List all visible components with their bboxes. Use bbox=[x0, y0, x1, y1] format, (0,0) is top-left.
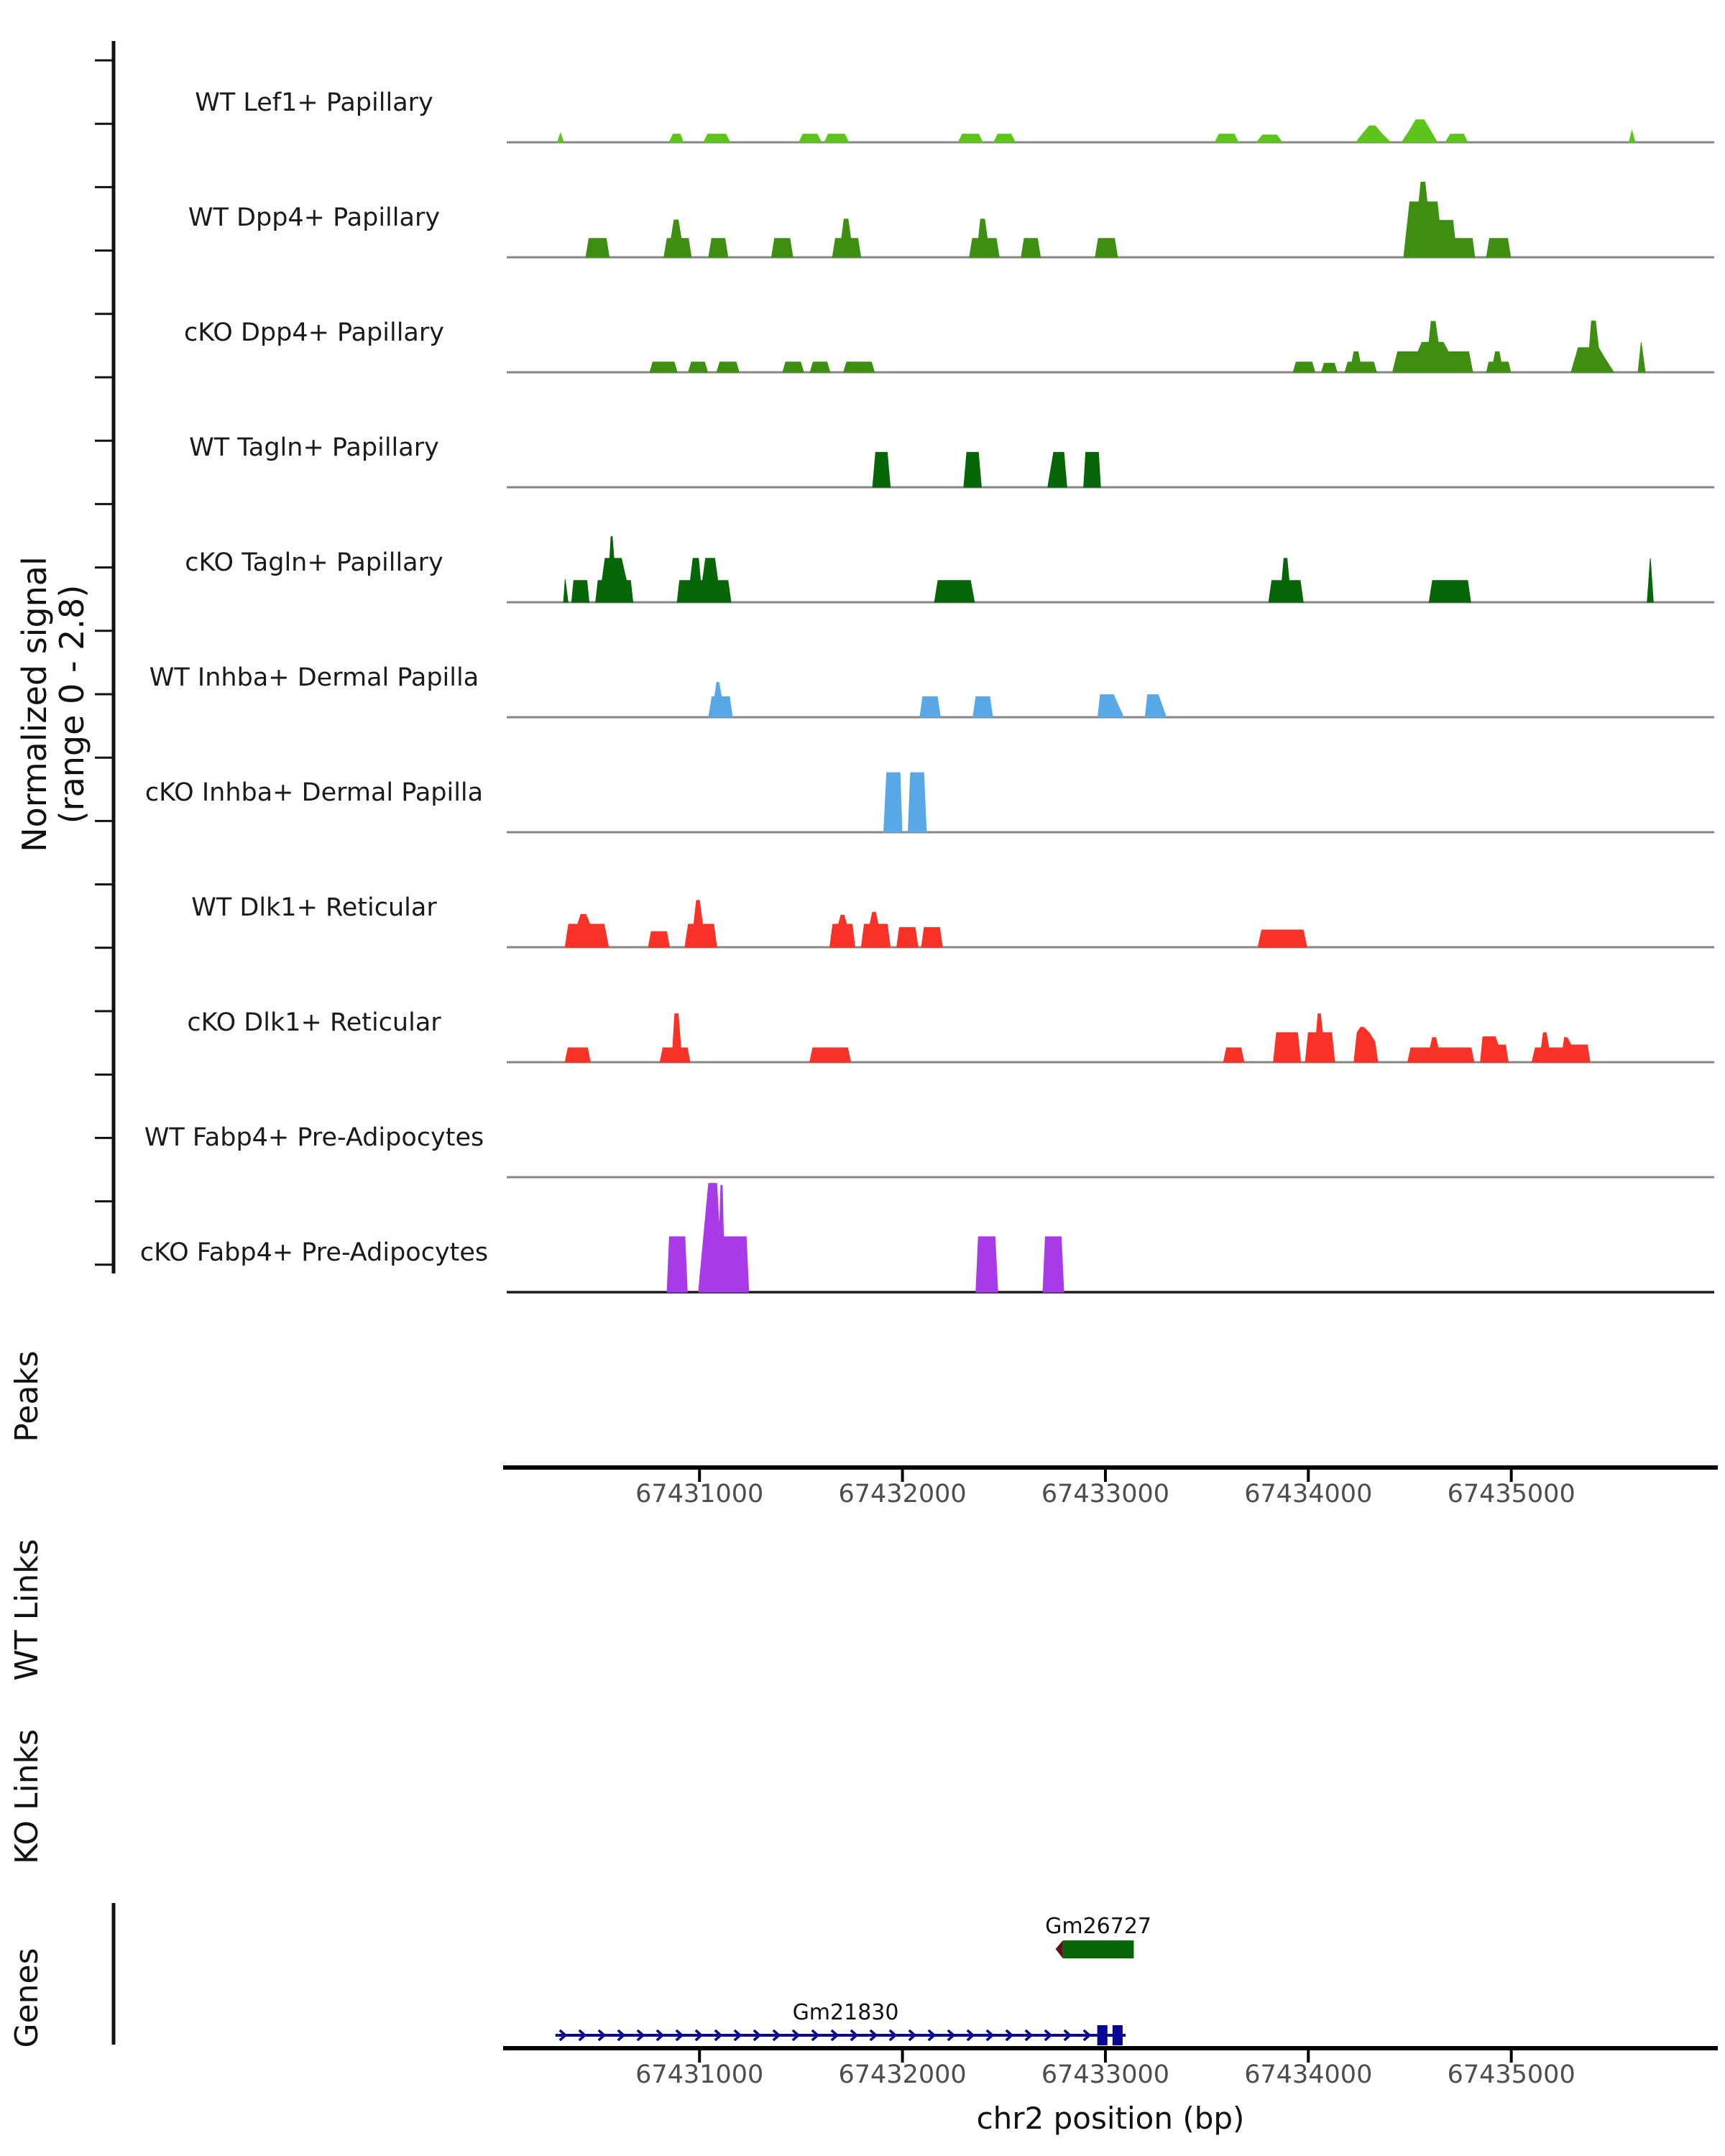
signal-peak bbox=[1084, 452, 1101, 487]
signal-peak bbox=[921, 928, 942, 947]
gene-gm21830 bbox=[556, 2000, 1126, 2045]
signal-axis-ticks bbox=[95, 60, 114, 1265]
signal-peak bbox=[1293, 362, 1315, 372]
signal-peak bbox=[648, 931, 669, 947]
axis-tick-label: 67435000 bbox=[1447, 1480, 1576, 1508]
track-cko-fabp4-pre-adipocytes bbox=[140, 1184, 1714, 1292]
section-label-peaks: Peaks bbox=[9, 1350, 45, 1442]
signal-peak bbox=[669, 134, 684, 142]
track-label: WT Dlk1+ Reticular bbox=[191, 893, 437, 922]
peaks-axis bbox=[503, 1468, 1718, 1508]
axis-tick-label: 67431000 bbox=[635, 2060, 764, 2089]
signal-peak bbox=[1408, 1038, 1474, 1062]
signal-peak bbox=[650, 362, 677, 372]
gene-gm26727 bbox=[1045, 1914, 1151, 1958]
section-label-wt-links: WT Links bbox=[9, 1539, 45, 1681]
section-label-ko-links: KO Links bbox=[9, 1728, 45, 1865]
signal-peak bbox=[565, 914, 608, 947]
signal-peak bbox=[564, 579, 568, 602]
gene-label: Gm26727 bbox=[1045, 1914, 1152, 1939]
track-cko-tagln-papillary bbox=[185, 537, 1714, 602]
signal-peak bbox=[558, 133, 564, 142]
signal-peak bbox=[1145, 695, 1166, 717]
signal-peak bbox=[920, 696, 941, 717]
signal-peak bbox=[1486, 239, 1511, 257]
track-cko-dlk1-reticular bbox=[187, 1008, 1714, 1062]
signal-peak bbox=[844, 362, 875, 372]
track-wt-tagln-papillary bbox=[189, 433, 1714, 487]
track-label: cKO Fabp4+ Pre-Adipocytes bbox=[139, 1238, 489, 1267]
signal-peak bbox=[976, 1237, 998, 1292]
track-label: WT Tagln+ Papillary bbox=[189, 433, 439, 462]
signal-peak bbox=[571, 581, 589, 602]
y-axis-label-line2: (range 0 - 2.8) bbox=[52, 584, 91, 824]
signal-peak bbox=[1305, 1014, 1335, 1062]
signal-peak bbox=[994, 134, 1016, 142]
signal-peak bbox=[824, 134, 849, 142]
signal-peak bbox=[1258, 930, 1307, 947]
axis-tick-label: 67433000 bbox=[1041, 2060, 1170, 2089]
track-label: cKO Dpp4+ Papillary bbox=[184, 318, 444, 347]
gene-box bbox=[1063, 1940, 1134, 1958]
track-label: WT Fabp4+ Pre-Adipocytes bbox=[144, 1123, 484, 1152]
axis-tick-label: 67432000 bbox=[838, 1480, 967, 1508]
signal-peak bbox=[1256, 135, 1282, 142]
signal-peak bbox=[586, 239, 610, 257]
x-axis-title: chr2 position (bp) bbox=[976, 2101, 1245, 2136]
signal-peak bbox=[897, 928, 919, 947]
signal-peak bbox=[565, 1048, 590, 1062]
signal-peak bbox=[709, 239, 728, 257]
signal-peak bbox=[1095, 239, 1118, 257]
signal-peak bbox=[1356, 126, 1391, 142]
axis-tick-label: 67433000 bbox=[1041, 1480, 1170, 1508]
signal-peak bbox=[783, 362, 804, 372]
signal-peak bbox=[964, 452, 982, 487]
signal-peak bbox=[667, 1237, 687, 1292]
signal-peak bbox=[1223, 1048, 1244, 1062]
signal-peak bbox=[1048, 452, 1067, 487]
signal-peak bbox=[1629, 131, 1635, 142]
section-label-genes: Genes bbox=[9, 1948, 45, 2048]
gene-exon bbox=[1113, 2025, 1123, 2045]
signal-peak bbox=[873, 452, 891, 487]
signal-peak bbox=[689, 362, 708, 372]
signal-peak bbox=[772, 239, 794, 257]
signal-peak bbox=[908, 773, 926, 832]
signal-peak bbox=[1354, 1027, 1378, 1062]
axis-tick-label: 67435000 bbox=[1447, 2060, 1576, 2089]
signal-peak bbox=[1322, 363, 1338, 372]
axis-tick-label: 67431000 bbox=[635, 1480, 764, 1508]
signal-peak bbox=[717, 362, 739, 372]
signal-peak bbox=[1445, 134, 1468, 142]
track-label: cKO Inhba+ Dermal Papilla bbox=[144, 778, 484, 807]
signal-peak bbox=[685, 900, 717, 947]
signal-peak bbox=[1215, 134, 1238, 142]
track-label: WT Dpp4+ Papillary bbox=[188, 203, 441, 232]
signal-peak bbox=[1021, 239, 1041, 257]
y-axis-label-line1: Normalized signal bbox=[15, 556, 54, 852]
signal-peak bbox=[699, 1184, 749, 1292]
signal-peak bbox=[1345, 351, 1376, 372]
track-label: WT Inhba+ Dermal Papilla bbox=[149, 663, 479, 692]
axis-tick-label: 67434000 bbox=[1244, 1480, 1373, 1508]
signal-peak bbox=[970, 219, 1000, 257]
signal-peak bbox=[830, 915, 855, 947]
signal-peak bbox=[1269, 558, 1303, 602]
signal-peak bbox=[1404, 182, 1475, 257]
signal-peak bbox=[973, 696, 993, 717]
signal-peak bbox=[1532, 1033, 1590, 1062]
signal-peak bbox=[1429, 581, 1471, 602]
signal-peak bbox=[1098, 695, 1124, 717]
signal-peak bbox=[1274, 1033, 1301, 1062]
track-wt-dpp4-papillary bbox=[188, 182, 1714, 257]
signal-peak bbox=[1043, 1237, 1064, 1292]
signal-peak bbox=[596, 537, 633, 602]
signal-peak bbox=[810, 362, 830, 372]
track-wt-lef1-papillary bbox=[195, 88, 1714, 142]
track-wt-fabp4-pre-adipocytes bbox=[144, 1123, 1714, 1177]
signal-axis bbox=[95, 41, 114, 1273]
signal-peak bbox=[1638, 342, 1645, 372]
track-label: cKO Tagln+ Papillary bbox=[185, 548, 443, 577]
genes-axis bbox=[503, 2048, 1718, 2089]
gene-label: Gm21830 bbox=[792, 2000, 899, 2025]
track-label: WT Lef1+ Papillary bbox=[195, 88, 433, 117]
signal-peak bbox=[884, 773, 902, 832]
axis-tick-label: 67432000 bbox=[838, 2060, 967, 2089]
track-cko-dpp4-papillary bbox=[184, 318, 1714, 372]
signal-peak bbox=[660, 1014, 690, 1062]
signal-peak bbox=[958, 134, 983, 142]
signal-peak bbox=[934, 581, 975, 602]
signal-peak bbox=[709, 682, 732, 717]
signal-peak bbox=[704, 134, 730, 142]
signal-peak bbox=[799, 134, 822, 142]
signal-peak bbox=[1647, 558, 1654, 602]
genes-track bbox=[556, 1914, 1151, 2045]
axis-tick-label: 67434000 bbox=[1244, 2060, 1373, 2089]
signal-peak bbox=[1393, 321, 1473, 372]
signal-peak bbox=[1486, 351, 1511, 372]
signal-peak bbox=[1402, 120, 1437, 142]
track-cko-inhba-dermal-papilla bbox=[145, 773, 1714, 832]
signal-peak bbox=[861, 912, 890, 947]
gene-exon bbox=[1098, 2025, 1108, 2045]
strand-arrow-icon bbox=[1056, 1940, 1063, 1958]
signal-peak bbox=[832, 219, 861, 257]
signal-peak bbox=[664, 220, 691, 257]
track-wt-inhba-dermal-papilla bbox=[150, 663, 1714, 717]
signal-peak bbox=[810, 1048, 851, 1062]
signal-peak bbox=[677, 558, 731, 602]
track-wt-dlk1-reticular bbox=[191, 893, 1714, 947]
signal-peak bbox=[1571, 321, 1614, 372]
signal-peak bbox=[1481, 1037, 1509, 1062]
track-label: cKO Dlk1+ Reticular bbox=[187, 1008, 441, 1037]
signal-tracks bbox=[140, 88, 1714, 1292]
